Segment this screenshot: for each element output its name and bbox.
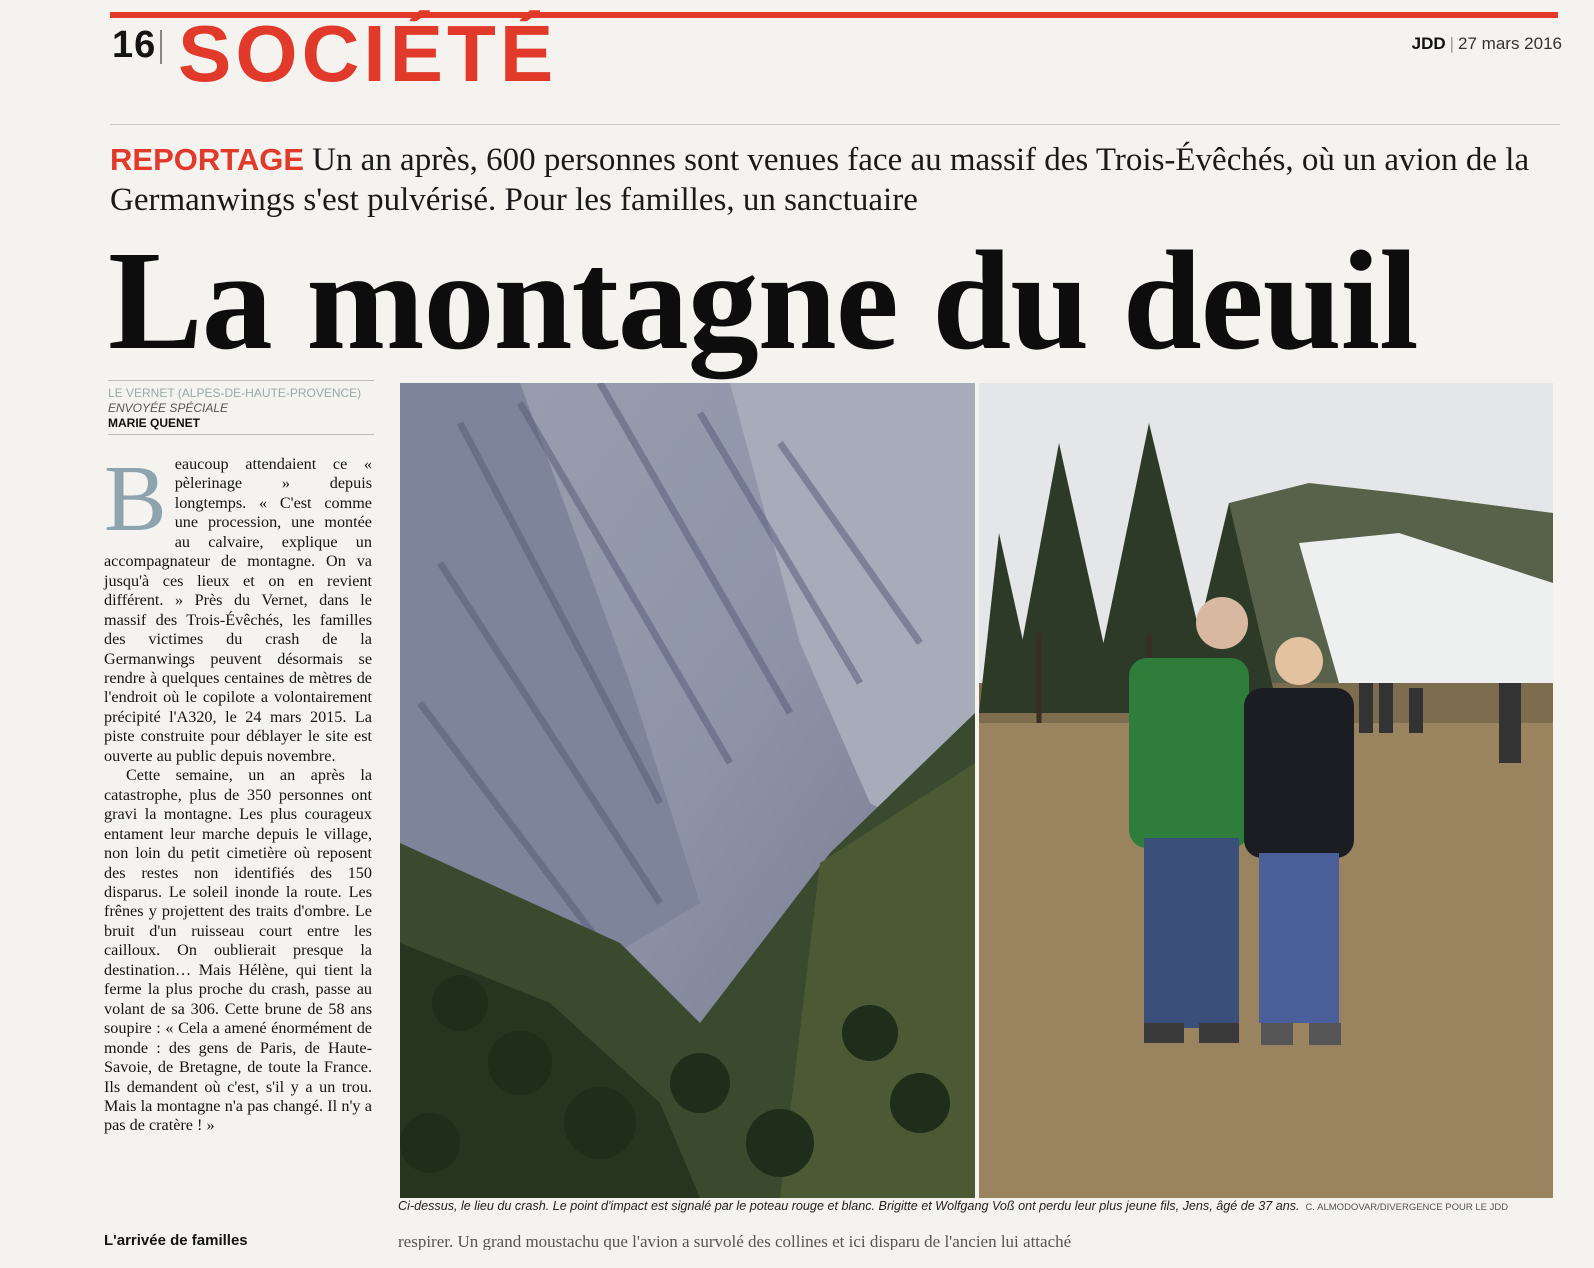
deck-text: Un an après, 600 personnes sont venues face au massif des Trois-Évêchés, où un avion de la Germanwings s'est pulvérisé. Pour les familles, un sanctuaire [110, 142, 1530, 218]
publication-name: JDD [1411, 34, 1446, 53]
paragraph: Cette semaine, un an après la catastrophe, plus de 350 personnes ont gravi la montagne. Les plus courageux entament leur marche depuis le village, non loin du petit cimetière où reposent des restes non identifiés des 150 disparus. Le soleil inonde la route. Les frênes y projettent des traits d'ombre. Le bruit d'un ruisseau court entre les cailloux. On oublierait presque la destination… Mais Hélène, qui tient la ferme la plus proche du crash, passe au volant de sa 306. Cette brune de 58 ans soupire : « Cela a amené énormément de monde : des gens de Paris, de Haute-Savoie, de Bretagne, de toute la France. Ils demandent où c'est, s'il y a un trou. Mais la montagne n'a pas changé. Il n'y a pas de cratère ! » [104, 766, 372, 1135]
byline-role: ENVOYÉE SPÉCIALE [108, 401, 229, 415]
couple-photo [979, 383, 1553, 1198]
article-deck [110, 140, 1530, 220]
paragraph-text: eaucoup attendaient ce « pèlerinage » depuis longtemps. « C'est comme une procession, une montée au calvaire, explique un accompagnateur de montagne. On va jusqu'à ces lieux et on en revient différent. » Près du Vernet, dans le massif des Trois-Évêchés, les familles des victimes du crash de la Germanwings peuvent désormais se rendre à quelques centaines de mètres de l'endroit où le copilote a volontairement précipité l'A320, le 24 mars 2015. La piste construite pour déblayer le site est ouverte au public depuis novembre. [104, 455, 372, 765]
drop-cap: B [104, 447, 167, 551]
section-title: SOCIÉTÉ [178, 9, 558, 98]
paragraph [104, 447, 372, 766]
caption-text: Ci-dessus, le lieu du crash. Le point d'impact est signalé par le poteau rouge et blanc. Brigitte et Wolfgang Voß ont perdu leur plus jeune fils, Jens, âgé de 37 ans. [398, 1199, 1300, 1213]
publication-date: JDD | 27 mars 2016 [1411, 34, 1562, 53]
header-separator [160, 30, 162, 64]
kicker: REPORTAGE [110, 142, 305, 177]
headline: La montagne du deuil [108, 221, 1418, 379]
byline-divider [108, 434, 374, 435]
photo-credit: C. ALMODOVAR/DIVERGENCE POUR LE JDD [1305, 1202, 1509, 1213]
article-body [104, 447, 372, 1136]
photo-caption [398, 1199, 1558, 1213]
issue-date: 27 mars 2016 [1458, 34, 1562, 53]
header-divider [110, 124, 1560, 125]
subhead: L'arrivée de familles [104, 1232, 248, 1249]
crash-site-photo [400, 383, 975, 1198]
continuation-line: respirer. Un grand moustachu que l'avion a survolé des collines et ici disparu de l'ancien lui attaché [398, 1232, 1072, 1250]
page-number: 16 [112, 24, 157, 66]
byline-author: MARIE QUENET [108, 416, 201, 430]
byline-divider [108, 380, 374, 381]
byline [108, 386, 361, 431]
byline-location: LE VERNET (ALPES-DE-HAUTE-PROVENCE) [108, 386, 362, 400]
